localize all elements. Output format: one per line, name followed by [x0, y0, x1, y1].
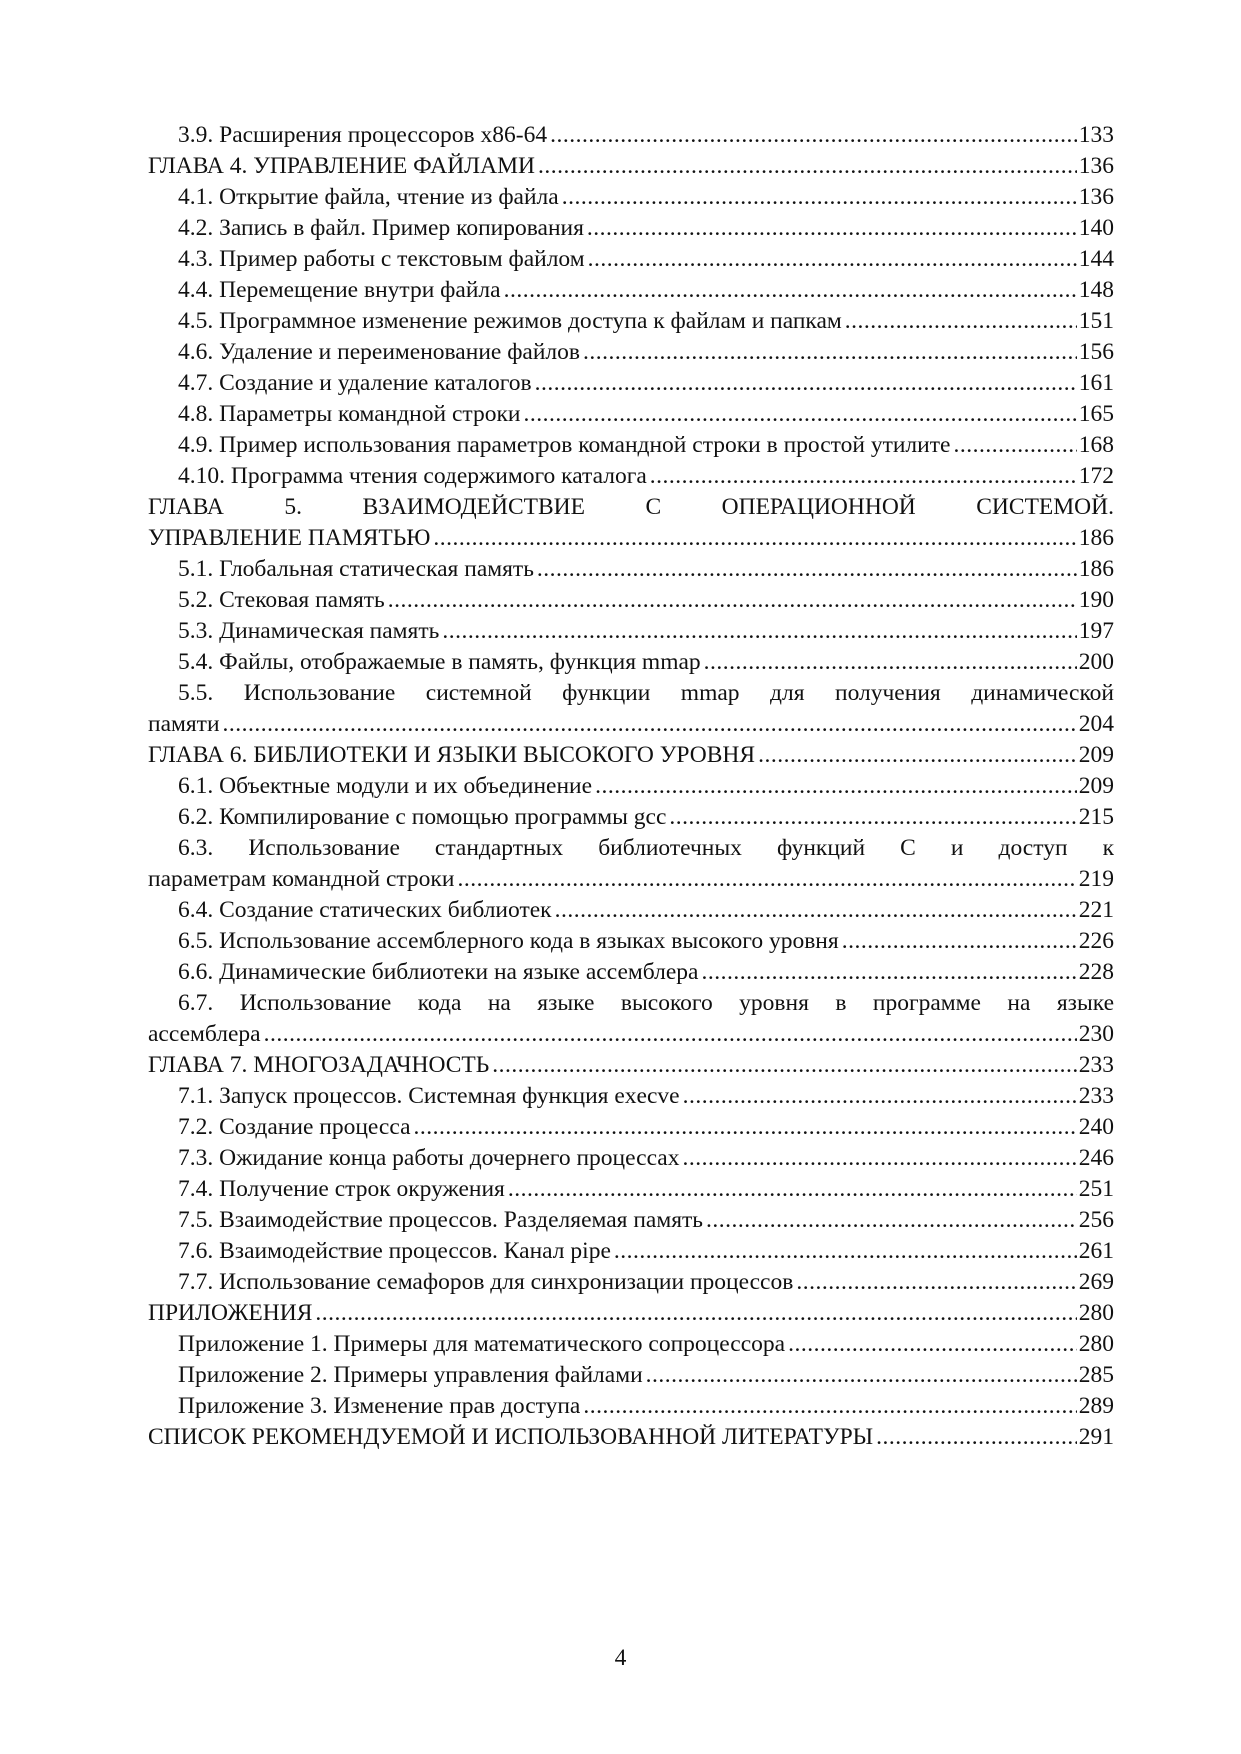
toc-entry-title: 5.4. Файлы, отображаемые в память, функция mmap — [178, 649, 701, 675]
toc-entry-title: параметрам командной строки — [148, 866, 455, 892]
toc-page-number: 209 — [1078, 773, 1114, 799]
toc-entry-title: 5.3. Динамическая память — [178, 618, 440, 644]
toc-entry-title: ГЛАВА 7. МНОГОЗАДАЧНОСТЬ — [148, 1052, 490, 1078]
toc-leader-dots — [706, 1205, 1077, 1236]
toc-section-row — [148, 1112, 1114, 1143]
toc-entry-title: Приложение 3. Изменение прав доступа — [178, 1393, 581, 1419]
toc-page-number: 291 — [1078, 1424, 1114, 1450]
toc-leader-dots — [704, 647, 1077, 678]
toc-leader-dots — [701, 957, 1076, 988]
toc-section-row — [148, 1205, 1114, 1236]
toc-page-number: 289 — [1078, 1393, 1114, 1419]
toc-section-row — [148, 895, 1114, 926]
toc-leader-dots — [583, 337, 1077, 368]
toc-leader-dots — [788, 1329, 1077, 1360]
toc-section-row — [148, 1329, 1114, 1360]
toc-leader-dots — [845, 306, 1077, 337]
toc-page-number: 148 — [1078, 277, 1114, 303]
toc-leader-dots — [562, 182, 1077, 213]
toc-section-row — [148, 1174, 1114, 1205]
toc-page-number: 186 — [1078, 556, 1114, 582]
toc-section-row — [148, 616, 1114, 647]
toc-entry-title: 6.7. Использование кода на языке высокого уровня в программе на языке — [178, 990, 1114, 1016]
toc-entry-title: 7.5. Взаимодействие процессов. Разделяемая память — [178, 1207, 704, 1233]
toc-page-number: 215 — [1078, 804, 1114, 830]
toc-page-number: 209 — [1078, 742, 1114, 768]
toc-page-number: 156 — [1078, 339, 1114, 365]
toc-section-row — [148, 678, 1114, 709]
toc-leader-dots — [457, 864, 1076, 895]
toc-section-row — [148, 368, 1114, 399]
toc-section-row — [148, 306, 1114, 337]
toc-section-row — [148, 585, 1114, 616]
toc-page-number: 233 — [1078, 1083, 1114, 1109]
toc-leader-dots — [388, 585, 1077, 616]
toc-section-row — [148, 988, 1114, 1019]
toc-entry-title: 6.5. Использование ассемблерного кода в языках высокого уровня — [178, 928, 839, 954]
toc-page-number: 256 — [1078, 1207, 1114, 1233]
toc-leader-dots — [535, 368, 1077, 399]
toc-leader-dots — [953, 430, 1076, 461]
toc-page-number: 269 — [1078, 1269, 1114, 1295]
toc-leader-dots — [550, 120, 1077, 151]
toc-leader-dots — [264, 1019, 1077, 1050]
toc-leader-dots — [796, 1267, 1076, 1298]
toc-page-number: 251 — [1078, 1176, 1114, 1202]
toc-section-row — [148, 337, 1114, 368]
toc-page-number: 226 — [1078, 928, 1114, 954]
toc-entry-title: 4.8. Параметры командной строки — [178, 401, 521, 427]
toc-page-number: 151 — [1078, 308, 1114, 334]
toc-entry-title: 7.4. Получение строк окружения — [178, 1176, 505, 1202]
toc-page-number: 280 — [1078, 1331, 1114, 1357]
toc-page-number: 172 — [1078, 463, 1114, 489]
toc-entry-title: памяти — [148, 711, 220, 737]
toc-entry-title: 4.3. Пример работы с текстовым файлом — [178, 246, 585, 272]
toc-section-row — [148, 1267, 1114, 1298]
toc-entry-title: 6.6. Динамические библиотеки на языке ассемблера — [178, 959, 699, 985]
toc-entry-title: 5.1. Глобальная статическая память — [178, 556, 534, 582]
toc-entry-title: 4.5. Программное изменение режимов доступа к файлам и папкам — [178, 308, 842, 334]
toc-page-number: 230 — [1078, 1021, 1114, 1047]
toc-entry-title: 3.9. Расширения процессоров x86-64 — [178, 122, 548, 148]
toc-leader-dots — [683, 1081, 1077, 1112]
toc-leader-dots — [587, 213, 1077, 244]
toc-entry-title: 4.10. Программа чтения содержимого каталога — [178, 463, 647, 489]
toc-leader-dots — [583, 1391, 1076, 1422]
toc-leader-dots — [595, 771, 1077, 802]
toc-entry-title: 4.9. Пример использования параметров командной строки в простой утилите — [178, 432, 951, 458]
toc-section-row — [148, 1019, 1114, 1050]
toc-page-number: 219 — [1078, 866, 1114, 892]
toc-entry-title: 4.4. Перемещение внутри файла — [178, 277, 501, 303]
toc-section-row — [148, 1391, 1114, 1422]
toc-section-row — [148, 120, 1114, 151]
toc-section-row — [148, 275, 1114, 306]
toc-page-number: 136 — [1078, 184, 1114, 210]
toc-entry-title: 4.1. Открытие файла, чтение из файла — [178, 184, 559, 210]
toc-entry-title: 6.2. Компилирование с помощью программы gcc — [178, 804, 667, 830]
toc-leader-dots — [442, 616, 1076, 647]
toc-leader-dots — [842, 926, 1077, 957]
toc-leader-dots — [315, 1298, 1076, 1329]
toc-leader-dots — [414, 1112, 1077, 1143]
toc-leader-dots — [433, 523, 1076, 554]
toc-leader-dots — [614, 1236, 1077, 1267]
toc-entry-title: ПРИЛОЖЕНИЯ — [148, 1300, 313, 1326]
toc-page-number: 221 — [1078, 897, 1114, 923]
toc-leader-dots — [669, 802, 1076, 833]
toc-page-number: 133 — [1078, 122, 1114, 148]
toc-page-number: 197 — [1078, 618, 1114, 644]
toc-page-number: 200 — [1078, 649, 1114, 675]
toc-section-row — [148, 926, 1114, 957]
toc-entry-title: ассемблера — [148, 1021, 261, 1047]
toc-chapter-row — [148, 151, 1114, 182]
toc-leader-dots — [650, 461, 1077, 492]
toc-page-number: 161 — [1078, 370, 1114, 396]
toc-entry-title: 4.2. Запись в файл. Пример копирования — [178, 215, 584, 241]
toc-page-number: 246 — [1078, 1145, 1114, 1171]
toc-page-number: 190 — [1078, 587, 1114, 613]
toc-chapter-row — [148, 492, 1114, 523]
toc-leader-dots — [537, 554, 1077, 585]
toc-leader-dots — [646, 1360, 1077, 1391]
toc-entry-title: Приложение 1. Примеры для математического сопроцессора — [178, 1331, 786, 1357]
toc-section-row — [148, 833, 1114, 864]
toc-page-number: 140 — [1078, 215, 1114, 241]
toc-leader-dots — [588, 244, 1077, 275]
toc-section-row — [148, 1081, 1114, 1112]
toc-entry-title: УПРАВЛЕНИЕ ПАМЯТЬЮ — [148, 525, 431, 551]
toc-chapter-row — [148, 1422, 1114, 1453]
toc-entry-title: ГЛАВА 6. БИБЛИОТЕКИ И ЯЗЫКИ ВЫСОКОГО УРОВНЯ — [148, 742, 756, 768]
toc-section-row — [148, 1236, 1114, 1267]
toc-page-number: 261 — [1078, 1238, 1114, 1264]
toc-section-row — [148, 1143, 1114, 1174]
toc-page-number: 285 — [1078, 1362, 1114, 1388]
toc-section-row — [148, 864, 1114, 895]
toc-section-row — [148, 771, 1114, 802]
toc-leader-dots — [555, 895, 1077, 926]
toc-page-number: 280 — [1078, 1300, 1114, 1326]
toc-leader-dots — [876, 1422, 1077, 1453]
toc-section-row — [148, 709, 1114, 740]
toc-entry-title: 5.2. Стековая память — [178, 587, 385, 613]
toc-entry-title: 7.1. Запуск процессов. Системная функция execve — [178, 1083, 680, 1109]
table-of-contents — [148, 120, 1114, 1453]
toc-section-row — [148, 182, 1114, 213]
toc-entry-title: Приложение 2. Примеры управления файлами — [178, 1362, 643, 1388]
toc-leader-dots — [508, 1174, 1077, 1205]
toc-entry-title: ГЛАВА 5. ВЗАИМОДЕЙСТВИЕ С ОПЕРАЦИОННОЙ СИСТЕМОЙ. — [148, 494, 1114, 520]
toc-entry-title: 6.4. Создание статических библиотек — [178, 897, 552, 923]
page-number: 4 — [614, 1645, 627, 1671]
toc-leader-dots — [682, 1143, 1076, 1174]
toc-page-number: 240 — [1078, 1114, 1114, 1140]
toc-entry-title: 7.2. Создание процесса — [178, 1114, 411, 1140]
toc-section-row — [148, 244, 1114, 275]
toc-section-row — [148, 213, 1114, 244]
toc-leader-dots — [223, 709, 1077, 740]
toc-page-number: 136 — [1078, 153, 1114, 179]
toc-entry-title: 4.7. Создание и удаление каталогов — [178, 370, 532, 396]
toc-entry-title: ГЛАВА 4. УПРАВЛЕНИЕ ФАЙЛАМИ — [148, 153, 535, 179]
toc-section-row — [148, 461, 1114, 492]
toc-section-row — [148, 1360, 1114, 1391]
toc-leader-dots — [504, 275, 1077, 306]
toc-chapter-row — [148, 1298, 1114, 1329]
toc-entry-title: 4.6. Удаление и переименование файлов — [178, 339, 581, 365]
toc-page-number: 168 — [1078, 432, 1114, 458]
toc-leader-dots — [758, 740, 1077, 771]
toc-section-row — [148, 554, 1114, 585]
toc-chapter-row — [148, 523, 1114, 554]
toc-page-number: 233 — [1078, 1052, 1114, 1078]
toc-page-number: 144 — [1078, 246, 1114, 272]
toc-page-number: 165 — [1078, 401, 1114, 427]
toc-chapter-row — [148, 1050, 1114, 1081]
toc-section-row — [148, 957, 1114, 988]
toc-section-row — [148, 802, 1114, 833]
toc-chapter-row — [148, 740, 1114, 771]
toc-section-row — [148, 399, 1114, 430]
toc-entry-title: 5.5. Использование системной функции mmap для получения динамической — [178, 680, 1114, 706]
toc-entry-title: 7.3. Ожидание конца работы дочернего процессах — [178, 1145, 680, 1171]
toc-entry-title: 7.6. Взаимодействие процессов. Канал pipe — [178, 1238, 611, 1264]
toc-page-number: 204 — [1078, 711, 1114, 737]
toc-entry-title: СПИСОК РЕКОМЕНДУЕМОЙ И ИСПОЛЬЗОВАННОЙ ЛИТЕРАТУРЫ — [148, 1424, 874, 1450]
toc-leader-dots — [538, 151, 1077, 182]
toc-entry-title: 7.7. Использование семафоров для синхронизации процессов — [178, 1269, 794, 1295]
toc-page-number: 186 — [1078, 525, 1114, 551]
toc-entry-title: 6.1. Объектные модули и их объединение — [178, 773, 593, 799]
toc-section-row — [148, 647, 1114, 678]
toc-entry-title: 6.3. Использование стандартных библиотечных функций C и доступ к — [178, 835, 1114, 861]
toc-section-row — [148, 430, 1114, 461]
toc-leader-dots — [492, 1050, 1076, 1081]
toc-page-number: 228 — [1078, 959, 1114, 985]
toc-leader-dots — [523, 399, 1076, 430]
